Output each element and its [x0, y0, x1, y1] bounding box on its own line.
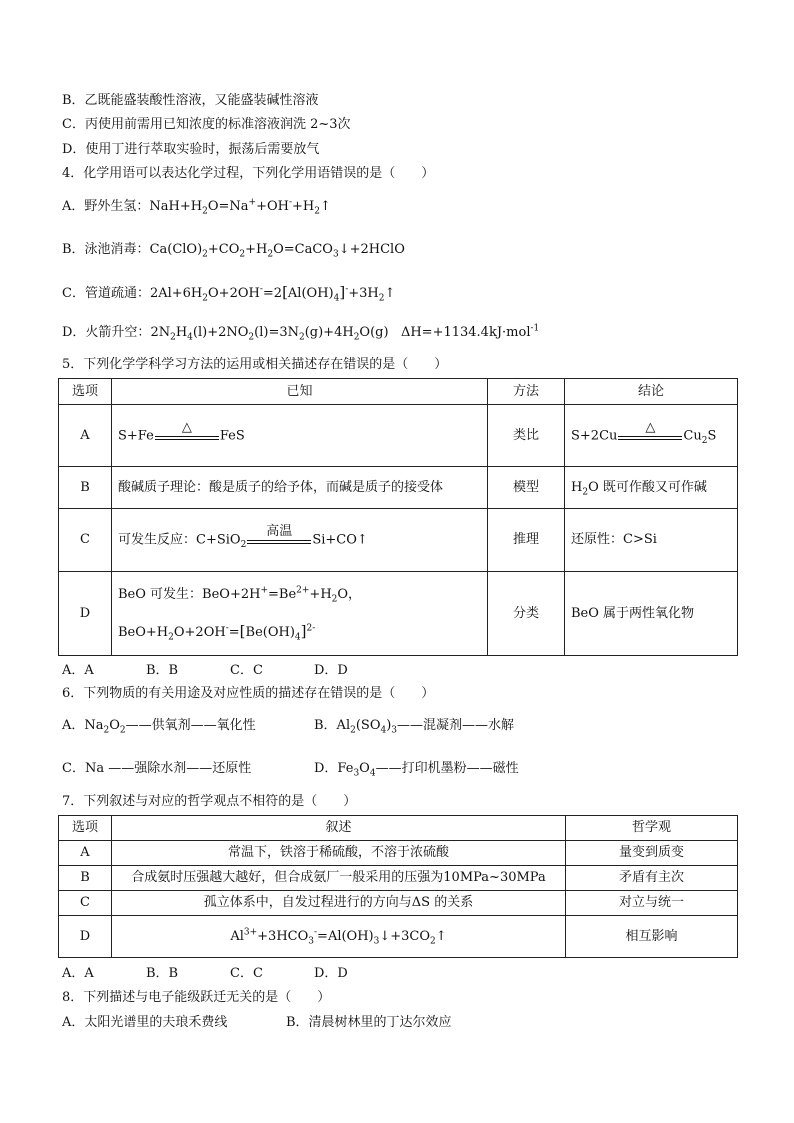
- q5-header-method: 方法: [488, 379, 565, 405]
- q7-row-d-option: D: [59, 916, 112, 958]
- q5-row-a-known: S+Fe △ FeS: [112, 405, 488, 467]
- q5-header-known: 已知: [112, 379, 488, 405]
- q4-stem: 4．化学用语可以表达化学过程，下列化学用语错误的是（ ）: [62, 166, 435, 181]
- q6-option-a: A．$Na_2O_2——$供氧剂——氧化性: [62, 718, 256, 736]
- q5-row-c-conclusion: 还原性：C>Si: [565, 509, 738, 572]
- q7-header-statement: 叙述: [112, 816, 566, 841]
- q7-answer-c: C．C: [230, 966, 263, 981]
- q6-option-d: D．$Fe_3O_4——$打印机墨粉——磁性: [314, 761, 519, 779]
- q8-option-b: B．清晨树林里的丁达尔效应: [286, 1015, 452, 1030]
- q7-row-c-option: C: [59, 891, 112, 916]
- q5-row-b-known: 酸碱质子理论：酸是质子的给予体，而碱是质子的接受体: [112, 467, 488, 509]
- q7-row-a-statement: 常温下，铁溶于稀硫酸，不溶于浓硫酸: [112, 841, 566, 866]
- q5-row-d-conclusion: BeO 属于两性氧化物: [565, 572, 738, 656]
- q4-option-b: B．泳池消毒：$Ca(ClO)_2+CO_2+H_2O=CaCO_3↓+2HClO$: [62, 242, 405, 260]
- q6-option-b: B．$Al_2(SO_4)_3——$混凝剂——水解: [314, 718, 515, 736]
- q3-option-c: C．丙使用前需用已知浓度的标准溶液润洗 2~3次: [62, 117, 351, 132]
- q6-stem: 6．下列物质的有关用途及对应性质的描述存在错误的是（ ）: [62, 686, 435, 701]
- q4-option-a: A．野外生氢：$NaH+H_2O=Na^++OH^-+H_2↑$: [62, 197, 331, 217]
- q5-answer-b: B．B: [146, 663, 179, 678]
- q4-option-c: C．管道疏通：$2Al+6H_2O+2OH^-=2[Al(OH)_4]^-+3H_2↑$: [62, 283, 396, 304]
- q8-option-a: A．太阳光谱里的夫琅禾费线: [62, 1015, 228, 1030]
- q5-row-a-method: 类比: [488, 405, 565, 467]
- q5-row-d-known: BeO 可发生：$BeO+2H^+=Be^{2+}+H_2O$， $BeO+H_2O+2OH^-=[Be(OH)_4]^{2-}$: [112, 572, 488, 656]
- q5-header-conclusion: 结论: [565, 379, 738, 405]
- q7-row-b-statement: 合成氨时压强越大越好，但合成氨厂一般采用的压强为10MPa~30MPa: [112, 866, 566, 891]
- q5-answer-a: A．A: [62, 663, 94, 678]
- q5-stem: 5．下列化学学科学习方法的运用或相关描述存在错误的是（ ）: [62, 357, 448, 372]
- q5-table: [58, 378, 738, 656]
- q7-row-d-statement: $Al^{3+}+3HCO_3^-=Al(OH)_3↓+3CO_2↑$: [112, 916, 566, 958]
- q5-row-a-option: A: [59, 405, 112, 467]
- q5-row-c-method: 推理: [488, 509, 565, 572]
- q7-header-option: 选项: [59, 816, 112, 841]
- q8-stem: 8．下列描述与电子能级跃迁无关的是（ ）: [62, 990, 331, 1005]
- q5-row-b-option: B: [59, 467, 112, 509]
- q5-answer-c: C．C: [230, 663, 263, 678]
- q7-answer-b: B．B: [146, 966, 179, 981]
- q7-row-d-view: 相互影响: [566, 916, 738, 958]
- q7-row-a-option: A: [59, 841, 112, 866]
- q7-stem: 7．下列叙述与对应的哲学观点不相符的是（ ）: [62, 794, 357, 809]
- q3-option-d: D．使用丁进行萃取实验时，振荡后需要放气: [62, 142, 320, 157]
- q7-row-a-view: 量变到质变: [566, 841, 738, 866]
- q7-answer-a: A．A: [62, 966, 94, 981]
- q7-answer-d: D．D: [314, 966, 348, 981]
- q5-row-a-conclusion: S+2Cu △ $Cu_2S$: [565, 405, 738, 467]
- q5-header-option: 选项: [59, 379, 112, 405]
- q5-answer-d: D．D: [314, 663, 348, 678]
- q7-row-c-statement: 孤立体系中，自发过程进行的方向与ΔS 的关系: [112, 891, 566, 916]
- q5-row-c-option: C: [59, 509, 112, 572]
- q5-row-c-known: 可发生反应：C+SiO$_2$ 高温 Si+CO↑: [112, 509, 488, 572]
- q7-row-b-view: 矛盾有主次: [566, 866, 738, 891]
- q5-row-b-conclusion: $H_2O$ 既可作酸又可作碱: [565, 467, 738, 509]
- q7-table: [58, 815, 738, 958]
- q5-row-d-option: D: [59, 572, 112, 656]
- q7-row-b-option: B: [59, 866, 112, 891]
- q7-header-view: 哲学观: [566, 816, 738, 841]
- q6-option-c: C．Na ——强除水剂——还原性: [62, 761, 252, 776]
- q7-row-c-view: 对立与统一: [566, 891, 738, 916]
- q3-option-b: B．乙既能盛装酸性溶液，又能盛装碱性溶液: [62, 93, 319, 108]
- q5-row-d-method: 分类: [488, 572, 565, 656]
- q5-row-b-method: 模型: [488, 467, 565, 509]
- q4-option-d: D．火箭升空：$2N_2H_4(l)+2NO_2(l)=3N_2(g)+4H_2O(g)$ ΔH=+1134.4kJ·mol$^{-1}$: [62, 323, 540, 343]
